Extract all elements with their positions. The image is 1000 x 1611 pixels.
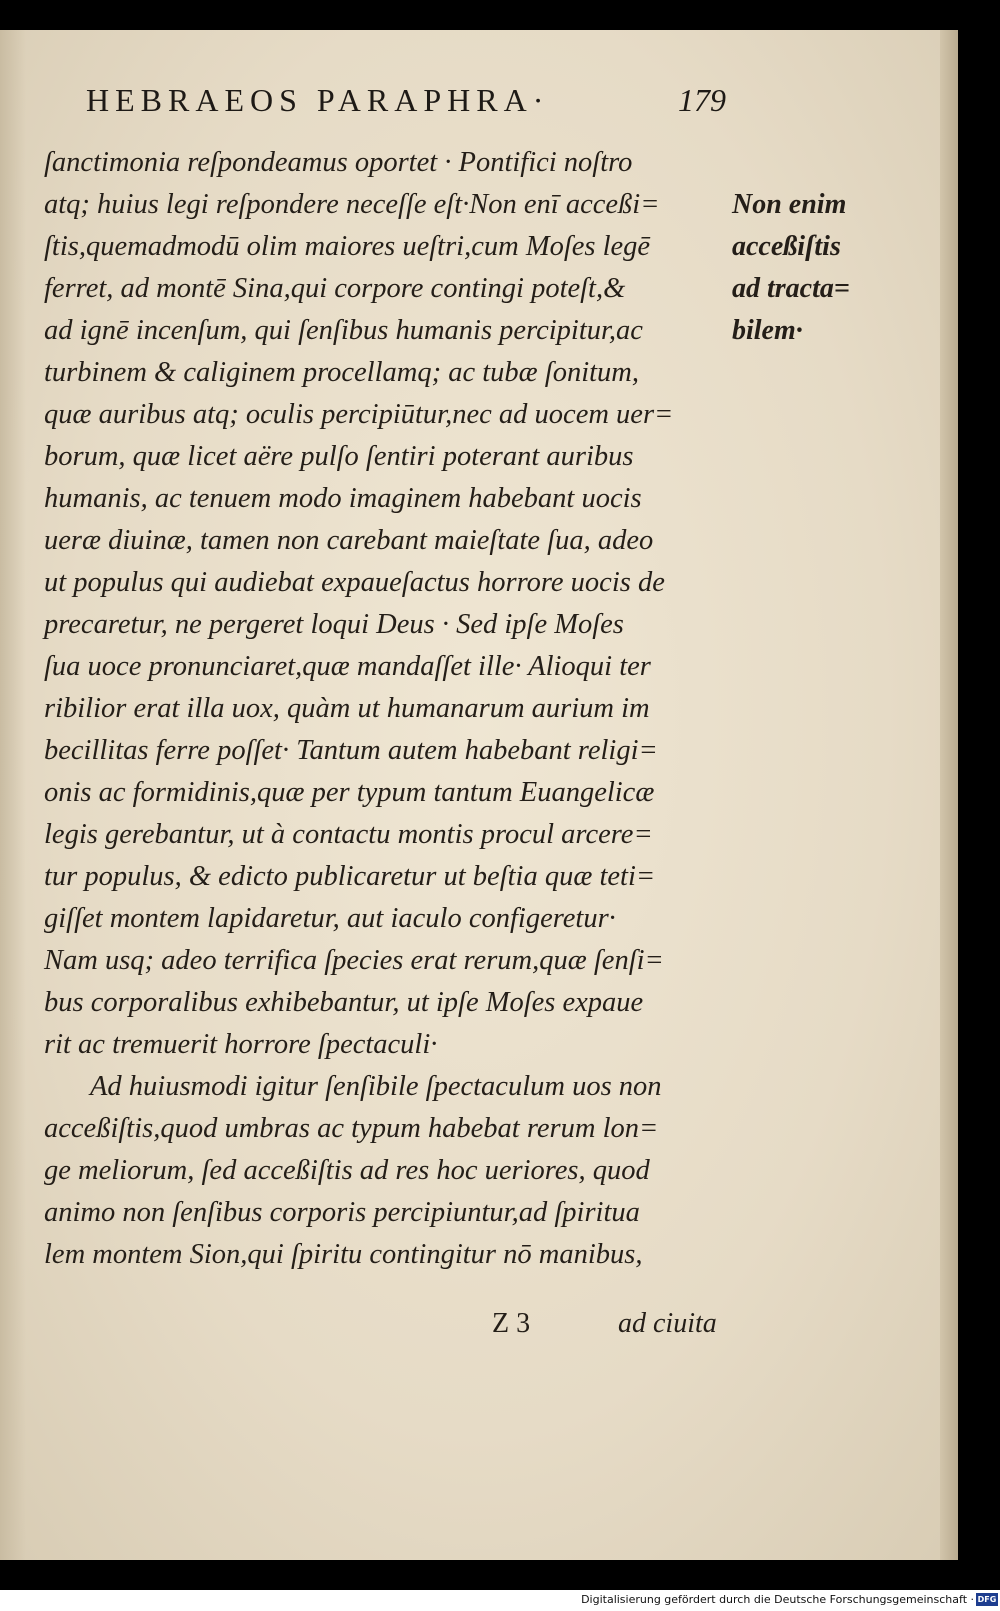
marginal-note-line: bilem· <box>732 315 803 346</box>
page-edge <box>940 30 958 1560</box>
text-line: ad ignē incenſum, qui ſenſibus humanis percipitur,ac <box>44 315 643 346</box>
text-line: ueræ diuinæ, tamen non carebant maieſtate ſua, adeo <box>44 525 654 556</box>
text-line: ge meliorum, ſed acceßiſtis ad res hoc ueriores, quod <box>44 1155 650 1186</box>
digitization-footer <box>0 1590 1000 1611</box>
text-line: ribilior erat illa uox, quàm ut humanarum aurium im <box>44 693 650 724</box>
text-line: tur populus, & edicto publicaretur ut beſtia quæ teti= <box>44 861 656 892</box>
text-line: Nam usq; adeo terrifica ſpecies erat rerum,quæ ſenſi= <box>44 945 664 976</box>
text-line: rit ac tremuerit horrore ſpectaculi· <box>44 1029 438 1060</box>
text-line: acceßiſtis,quod umbras ac typum habebat rerum lon= <box>44 1113 659 1144</box>
text-line: ſanctimonia reſpondeamus oportet · Pontifici noſtro <box>44 147 633 178</box>
text-line: precaretur, ne pergeret loqui Deus · Sed ipſe Moſes <box>44 609 624 640</box>
text-line: ſtis,quemadmodū olim maiores ueſtri,cum Moſes legē <box>44 231 651 262</box>
signature-mark: Z 3 <box>492 1308 531 1339</box>
text-line: ferret, ad montē Sina,qui corpore contingi poteſt,& <box>44 273 626 304</box>
text-line: lem montem Sion,qui ſpiritu contingitur nō manibus, <box>44 1239 643 1270</box>
text-line: legis gerebantur, ut à contactu montis procul arcere= <box>44 819 653 850</box>
text-line: turbinem & caliginem procellamq; ac tubæ ſonitum, <box>44 357 639 388</box>
page-header <box>86 82 726 122</box>
text-line: bus corporalibus exhibebantur, ut ipſe Moſes expaue <box>44 987 644 1018</box>
text-line: becillitas ferre poſſet· Tantum autem habebant religi= <box>44 735 658 766</box>
page-number: 179 <box>678 82 726 118</box>
book-page <box>0 30 958 1560</box>
marginal-note <box>732 184 882 352</box>
dfg-logo: DFG <box>977 1595 997 1604</box>
catchword: ad ciuita <box>618 1308 717 1339</box>
running-title: HEBRAEOS PARAPHRA· <box>86 82 550 118</box>
text-line: quæ auribus atq; oculis percipiūtur,nec ad uocem uer= <box>44 399 674 430</box>
gutter-shadow <box>0 30 26 1560</box>
text-line: ut populus qui audiebat expaueſactus horrore uocis de <box>44 567 665 598</box>
funding-credit: Digitalisierung gefördert durch die Deutsche Forschungsgemeinschaft · <box>581 1593 974 1606</box>
marginal-note-line: Non enim <box>732 189 847 220</box>
text-line: ſua uoce pronunciaret,quæ mandaſſet ille· Alioqui ter <box>44 651 651 682</box>
marginal-note-line: acceßiſtis <box>732 231 841 262</box>
text-line: borum, quæ licet aëre pulſo ſentiri poterant auribus <box>44 441 634 472</box>
text-line: atq; huius legi reſpondere neceſſe eſt·Non enī acceßi= <box>44 189 660 220</box>
text-line: giſſet montem lapidaretur, aut iaculo configeretur· <box>44 903 616 934</box>
text-line: onis ac formidinis,quæ per typum tantum Euangelicæ <box>44 777 655 808</box>
text-line: animo non ſenſibus corporis percipiuntur,ad ſpiritua <box>44 1197 640 1228</box>
main-text-block <box>44 142 724 1276</box>
marginal-note-line: ad tracta= <box>732 273 850 304</box>
text-line: humanis, ac tenuem modo imaginem habebant uocis <box>44 483 642 514</box>
text-line: Ad huiusmodi igitur ſenſibile ſpectaculum uos non <box>90 1071 662 1102</box>
